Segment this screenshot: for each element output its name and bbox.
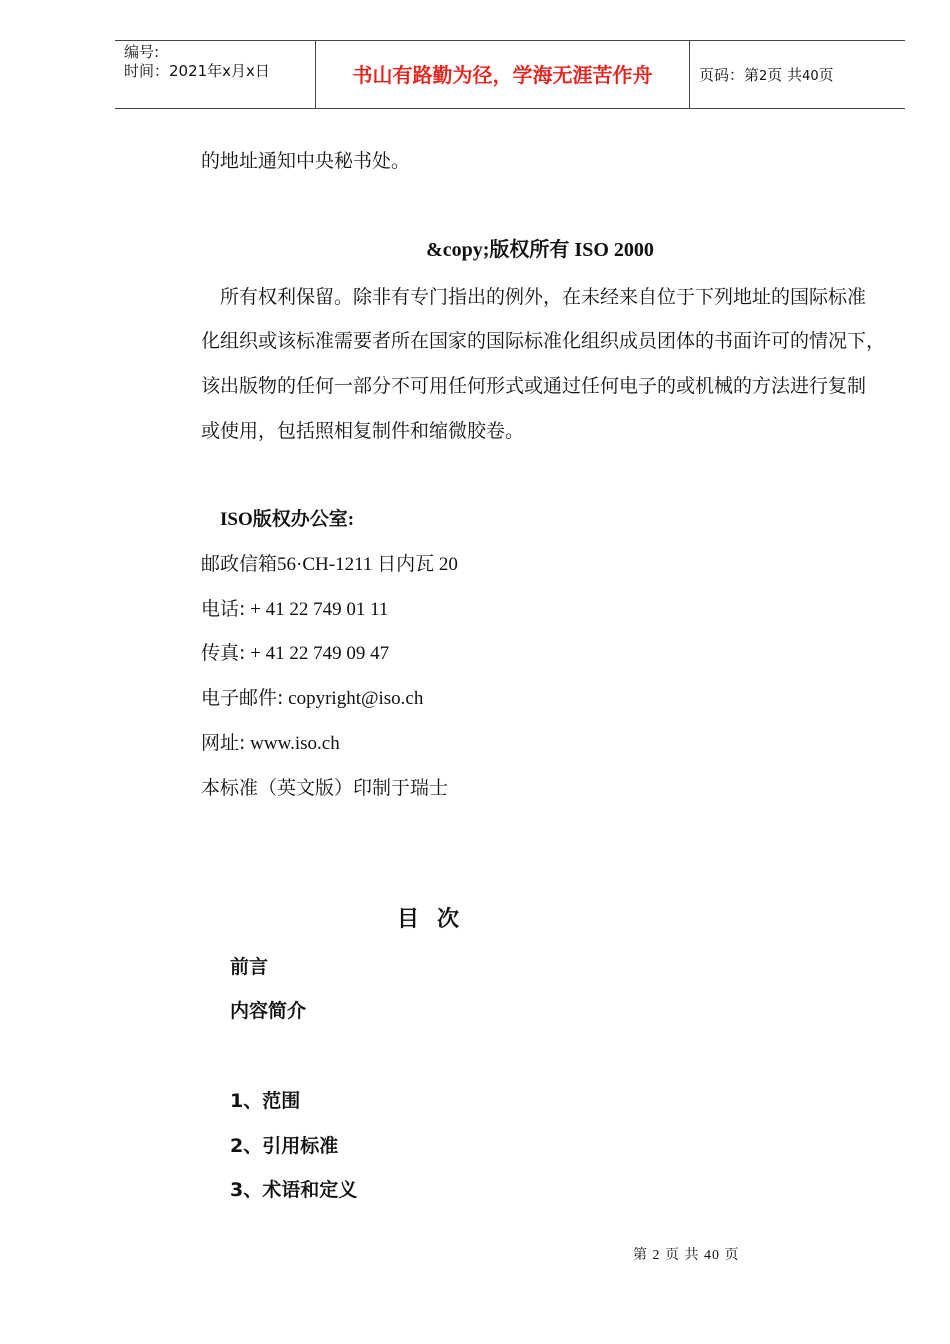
toc-item: 内容简介 [230,1000,307,1022]
contact-phone-label: 电话: [201,598,246,620]
header-page-prefix: 页码：第 [699,66,760,84]
contact-post-label: 邮政信箱 [201,553,278,575]
header-motto-cell [316,41,690,108]
contact-email [201,686,423,711]
header-page-mid: 页 共 [767,66,803,84]
paragraph-line-3: 该出版物的任何一部分不可用任何形式或通过任何电子的或机械的方法进行复制 [201,375,867,397]
toc-title: 目次 [396,907,477,932]
header-page-total: 40 [802,69,819,84]
header-number-label: 编号: [124,43,160,61]
header-time-label: 时间：2021年x月x日 [124,62,270,80]
contact-email-label: 电子邮件: [201,687,284,709]
contact-fax-label: 传真: [201,642,246,664]
paragraph-line-4: 或使用，包括照相复制件和缩微胶卷。 [201,420,525,442]
contact-email-value: copyright@iso.ch [283,688,424,709]
toc-item: 2、引用标准 [230,1135,339,1157]
printed-note: 本标准（英文版）印制于瑞士 [201,777,449,799]
header-page-current: 2 [759,69,768,84]
contact-post [201,552,458,577]
contact-phone-value: + 41 22 749 01 11 [245,599,389,620]
paragraph-line-1: 所有权利保留。除非有专门指出的例外，在未经来自位于下列地址的国际标准 [220,286,867,308]
contact-fax [201,641,389,666]
toc-item: 3、术语和定义 [230,1179,358,1201]
contact-fax-value: + 41 22 749 09 47 [245,643,390,664]
copyright-title: &copy;版权所有 ISO 2000 [426,239,654,261]
header-motto: 书山有路勤为径，学海无涯苦作舟 [352,63,653,87]
paragraph-line-2: 化组织或该标准需要者所在国家的国际标准化组织成员团体的书面许可的情况下， [201,330,886,352]
office-title: ISO版权办公室: [220,509,355,530]
header-info-cell [115,41,316,108]
toc-item: 1、范围 [230,1090,301,1112]
contact-website [201,731,340,756]
header-page-indicator [699,66,834,86]
contact-website-label: 网址: [201,732,246,754]
contact-phone [201,597,388,622]
toc-item: 前言 [230,956,269,978]
footer-page-number: 第 2 页 共 40 页 [633,1248,740,1263]
page-header [115,40,905,109]
contact-post-value: 56·CH-1211 日内瓦 20 [277,554,458,575]
header-page-suffix: 页 [818,66,834,84]
contact-website-value: www.iso.ch [245,733,340,754]
continuation-text: 的地址通知中央秘书处。 [201,150,411,172]
header-page-cell [690,41,905,108]
